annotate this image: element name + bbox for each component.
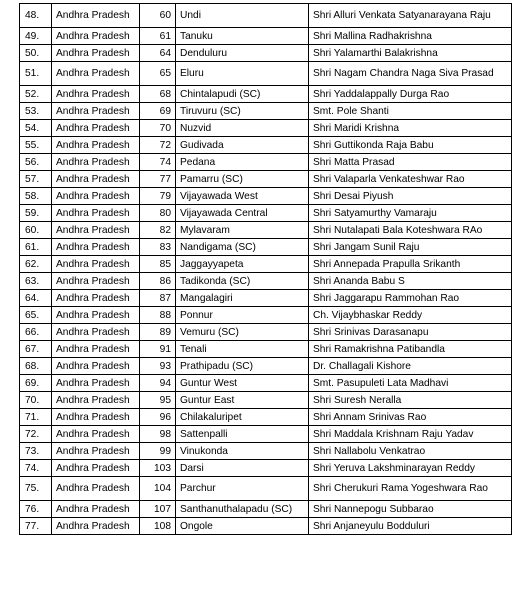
state-cell: Andhra Pradesh [52,28,140,45]
state-cell: Andhra Pradesh [52,86,140,103]
serial-number-cell: 52. [20,86,52,103]
candidate-name-cell: Ch. Vijaybhaskar Reddy [309,307,512,324]
table-row [20,171,512,188]
serial-number-cell: 56. [20,154,52,171]
state-cell: Andhra Pradesh [52,154,140,171]
serial-number-cell: 49. [20,28,52,45]
constituency-cell: Vijayawada West [176,188,309,205]
serial-number-cell: 68. [20,358,52,375]
constituency-cell: Jaggayyapeta [176,256,309,273]
candidate-name-cell: Shri Desai Piyush [309,188,512,205]
ac-number-cell: 74 [140,154,176,171]
ac-number-cell: 82 [140,222,176,239]
table-row [20,120,512,137]
candidate-name-cell: Shri Annam Srinivas Rao [309,409,512,426]
ac-number-cell: 94 [140,375,176,392]
table-row [20,324,512,341]
serial-number-cell: 60. [20,222,52,239]
serial-number-cell: 48. [20,4,52,28]
state-cell: Andhra Pradesh [52,358,140,375]
constituency-cell: Ongole [176,518,309,535]
candidate-name-cell: Shri Suresh Neralla [309,392,512,409]
table-row [20,443,512,460]
table-row [20,62,512,86]
constituency-cell: Chintalapudi (SC) [176,86,309,103]
ac-number-cell: 60 [140,4,176,28]
candidate-name-cell: Shri Cherukuri Rama Yogeshwara Rao [309,477,512,501]
ac-number-cell: 77 [140,171,176,188]
candidate-name-cell: Shri Satyamurthy Vamaraju [309,205,512,222]
table-row [20,45,512,62]
table-row [20,273,512,290]
state-cell: Andhra Pradesh [52,426,140,443]
table-row [20,137,512,154]
serial-number-cell: 66. [20,324,52,341]
constituency-cell: Darsi [176,460,309,477]
constituency-cell: Chilakaluripet [176,409,309,426]
serial-number-cell: 55. [20,137,52,154]
serial-number-cell: 51. [20,62,52,86]
serial-number-cell: 57. [20,171,52,188]
state-cell: Andhra Pradesh [52,477,140,501]
constituency-cell: Gudivada [176,137,309,154]
candidate-name-cell: Shri Nannepogu Subbarao [309,501,512,518]
serial-number-cell: 54. [20,120,52,137]
state-cell: Andhra Pradesh [52,324,140,341]
candidate-name-cell: Shri Nallabolu Venkatrao [309,443,512,460]
state-cell: Andhra Pradesh [52,341,140,358]
constituency-cell: Mangalagiri [176,290,309,307]
serial-number-cell: 71. [20,409,52,426]
table-row [20,501,512,518]
table-row [20,341,512,358]
table-row [20,518,512,535]
state-cell: Andhra Pradesh [52,307,140,324]
constituency-cell: Nuzvid [176,120,309,137]
candidate-name-cell: Smt. Pasupuleti Lata Madhavi [309,375,512,392]
state-cell: Andhra Pradesh [52,45,140,62]
constituency-cell: Tadikonda (SC) [176,273,309,290]
serial-number-cell: 75. [20,477,52,501]
candidate-name-cell: Shri Mallina Radhakrishna [309,28,512,45]
candidate-name-cell: Shri Nutalapati Bala Koteshwara RAo [309,222,512,239]
constituency-cell: Eluru [176,62,309,86]
serial-number-cell: 67. [20,341,52,358]
table-row [20,307,512,324]
serial-number-cell: 72. [20,426,52,443]
table-row [20,222,512,239]
serial-number-cell: 70. [20,392,52,409]
ac-number-cell: 85 [140,256,176,273]
table-row [20,426,512,443]
candidate-name-cell: Shri Yeruva Lakshminarayan Reddy [309,460,512,477]
table-row [20,409,512,426]
candidate-name-cell: Smt. Pole Shanti [309,103,512,120]
constituency-cell: Ponnur [176,307,309,324]
candidate-name-cell: Shri Maridi Krishna [309,120,512,137]
candidate-name-cell: Shri Annepada Prapulla Srikanth [309,256,512,273]
state-cell: Andhra Pradesh [52,137,140,154]
table-row [20,205,512,222]
constituency-cell: Guntur East [176,392,309,409]
serial-number-cell: 61. [20,239,52,256]
ac-number-cell: 64 [140,45,176,62]
candidate-name-cell: Dr. Challagali Kishore [309,358,512,375]
constituency-cell: Undi [176,4,309,28]
table-row [20,4,512,28]
state-cell: Andhra Pradesh [52,443,140,460]
candidate-name-cell: Shri Ananda Babu S [309,273,512,290]
serial-number-cell: 62. [20,256,52,273]
candidates-table-body [20,4,512,535]
table-row [20,290,512,307]
ac-number-cell: 108 [140,518,176,535]
constituency-cell: Santhanuthalapadu (SC) [176,501,309,518]
ac-number-cell: 107 [140,501,176,518]
candidates-table [19,3,512,535]
constituency-cell: Guntur West [176,375,309,392]
state-cell: Andhra Pradesh [52,239,140,256]
serial-number-cell: 64. [20,290,52,307]
serial-number-cell: 69. [20,375,52,392]
constituency-cell: Vemuru (SC) [176,324,309,341]
candidate-name-cell: Shri Maddala Krishnam Raju Yadav [309,426,512,443]
serial-number-cell: 65. [20,307,52,324]
candidate-name-cell: Shri Jangam Sunil Raju [309,239,512,256]
ac-number-cell: 80 [140,205,176,222]
state-cell: Andhra Pradesh [52,375,140,392]
candidate-name-cell: Shri Alluri Venkata Satyanarayana Raju [309,4,512,28]
table-row [20,358,512,375]
ac-number-cell: 65 [140,62,176,86]
table-row [20,375,512,392]
state-cell: Andhra Pradesh [52,256,140,273]
ac-number-cell: 69 [140,103,176,120]
table-row [20,103,512,120]
constituency-cell: Parchur [176,477,309,501]
constituency-cell: Tanuku [176,28,309,45]
candidate-name-cell: Shri Yaddalappally Durga Rao [309,86,512,103]
state-cell: Andhra Pradesh [52,222,140,239]
ac-number-cell: 91 [140,341,176,358]
state-cell: Andhra Pradesh [52,518,140,535]
serial-number-cell: 59. [20,205,52,222]
state-cell: Andhra Pradesh [52,460,140,477]
candidate-name-cell: Shri Ramakrishna Patibandla [309,341,512,358]
table-row [20,477,512,501]
state-cell: Andhra Pradesh [52,501,140,518]
ac-number-cell: 83 [140,239,176,256]
constituency-cell: Denduluru [176,45,309,62]
serial-number-cell: 50. [20,45,52,62]
ac-number-cell: 61 [140,28,176,45]
ac-number-cell: 104 [140,477,176,501]
ac-number-cell: 79 [140,188,176,205]
constituency-cell: Vijayawada Central [176,205,309,222]
candidate-name-cell: Shri Yalamarthi Balakrishna [309,45,512,62]
constituency-cell: Pedana [176,154,309,171]
candidate-name-cell: Shri Nagam Chandra Naga Siva Prasad [309,62,512,86]
table-row [20,460,512,477]
table-row [20,86,512,103]
candidate-name-cell: Shri Srinivas Darasanapu [309,324,512,341]
ac-number-cell: 70 [140,120,176,137]
constituency-cell: Tiruvuru (SC) [176,103,309,120]
table-row [20,188,512,205]
serial-number-cell: 53. [20,103,52,120]
table-row [20,154,512,171]
candidate-name-cell: Shri Anjaneyulu Bodduluri [309,518,512,535]
state-cell: Andhra Pradesh [52,290,140,307]
ac-number-cell: 86 [140,273,176,290]
candidate-name-cell: Shri Matta Prasad [309,154,512,171]
constituency-cell: Nandigama (SC) [176,239,309,256]
state-cell: Andhra Pradesh [52,205,140,222]
candidate-name-cell: Shri Valaparla Venkateshwar Rao [309,171,512,188]
ac-number-cell: 93 [140,358,176,375]
constituency-cell: Mylavaram [176,222,309,239]
ac-number-cell: 72 [140,137,176,154]
ac-number-cell: 68 [140,86,176,103]
candidate-name-cell: Shri Guttikonda Raja Babu [309,137,512,154]
ac-number-cell: 96 [140,409,176,426]
state-cell: Andhra Pradesh [52,409,140,426]
serial-number-cell: 74. [20,460,52,477]
constituency-cell: Tenali [176,341,309,358]
ac-number-cell: 99 [140,443,176,460]
table-row [20,239,512,256]
serial-number-cell: 76. [20,501,52,518]
state-cell: Andhra Pradesh [52,273,140,290]
ac-number-cell: 88 [140,307,176,324]
state-cell: Andhra Pradesh [52,392,140,409]
table-row [20,28,512,45]
serial-number-cell: 58. [20,188,52,205]
constituency-cell: Vinukonda [176,443,309,460]
serial-number-cell: 77. [20,518,52,535]
ac-number-cell: 87 [140,290,176,307]
constituency-cell: Prathipadu (SC) [176,358,309,375]
ac-number-cell: 98 [140,426,176,443]
serial-number-cell: 73. [20,443,52,460]
candidate-name-cell: Shri Jaggarapu Rammohan Rao [309,290,512,307]
table-row [20,392,512,409]
table-row [20,256,512,273]
constituency-cell: Sattenpalli [176,426,309,443]
state-cell: Andhra Pradesh [52,4,140,28]
serial-number-cell: 63. [20,273,52,290]
state-cell: Andhra Pradesh [52,120,140,137]
state-cell: Andhra Pradesh [52,171,140,188]
ac-number-cell: 103 [140,460,176,477]
state-cell: Andhra Pradesh [52,103,140,120]
ac-number-cell: 95 [140,392,176,409]
state-cell: Andhra Pradesh [52,62,140,86]
constituency-cell: Pamarru (SC) [176,171,309,188]
ac-number-cell: 89 [140,324,176,341]
state-cell: Andhra Pradesh [52,188,140,205]
